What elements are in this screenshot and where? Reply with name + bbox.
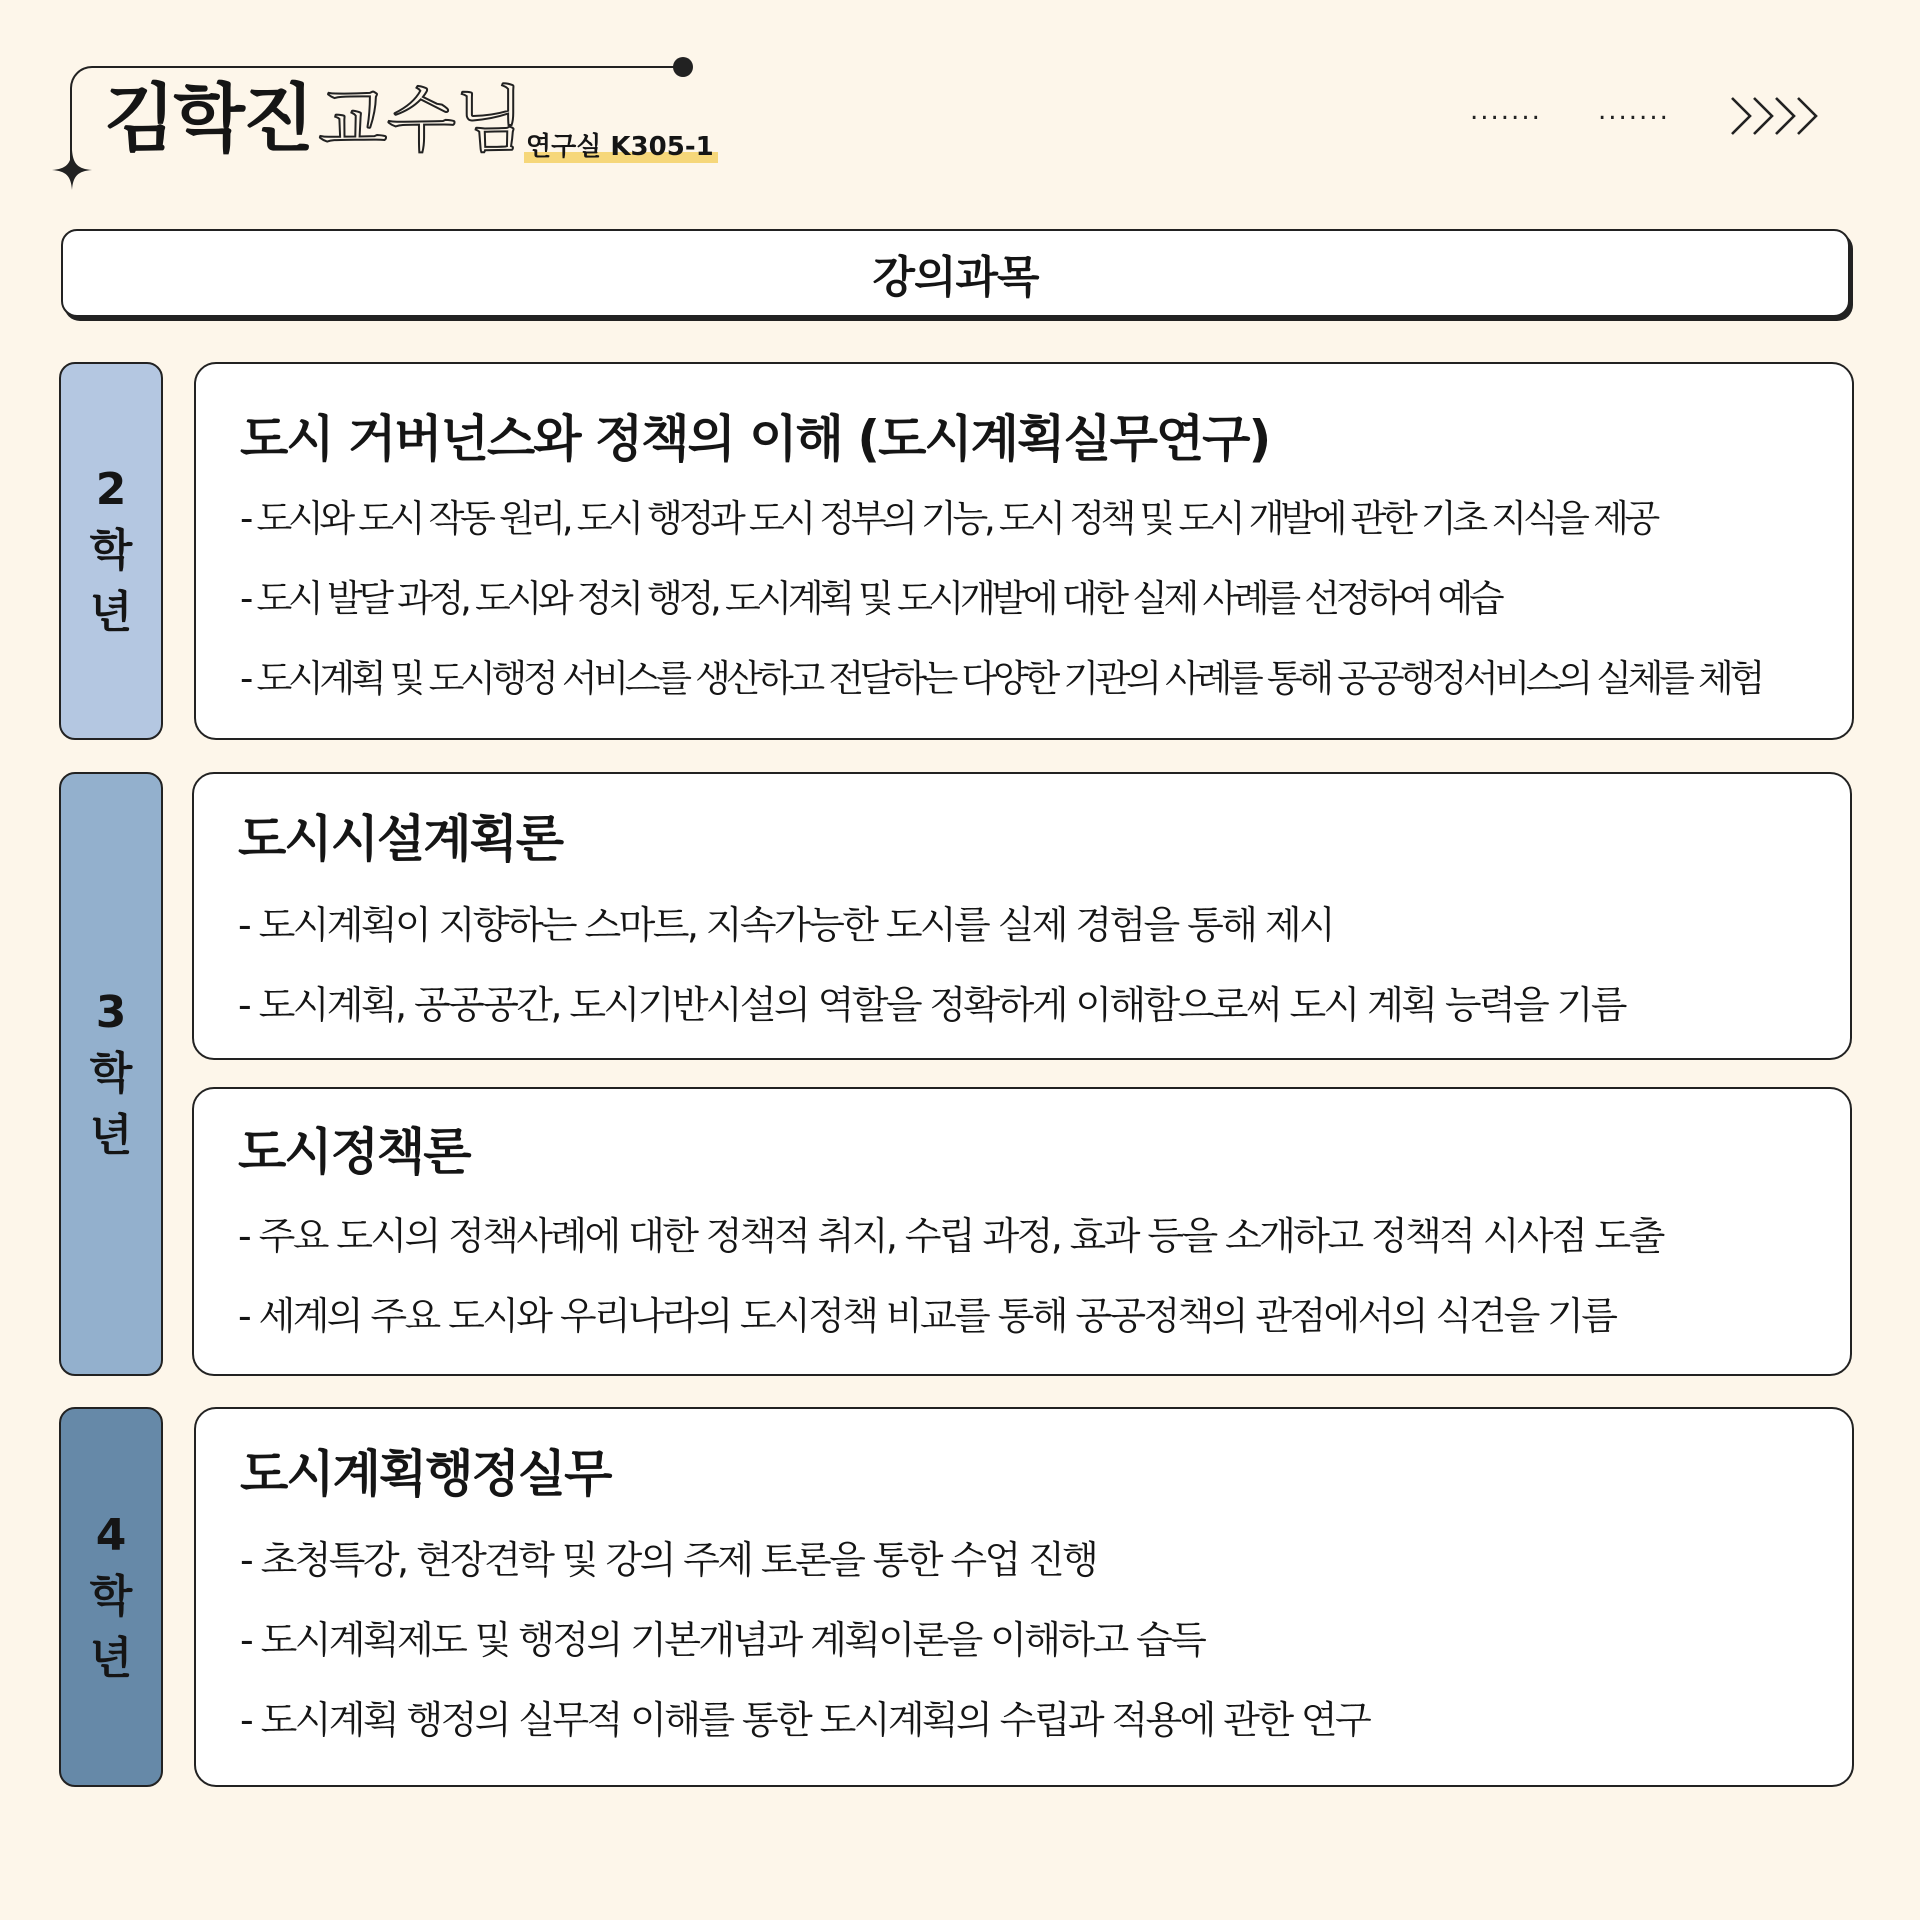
sparkle-icon bbox=[52, 150, 92, 190]
course-title: 도시시설계획론 bbox=[238, 810, 563, 868]
year-char: 년 bbox=[89, 1632, 133, 1684]
course-card bbox=[192, 1087, 1852, 1376]
course-title: 도시계획행정실무 bbox=[240, 1445, 611, 1503]
year-tab-4 bbox=[59, 1407, 163, 1787]
year-tab-3 bbox=[59, 772, 163, 1376]
chevrons-icon bbox=[1728, 94, 1820, 138]
course-description-line: - 도시계획 및 도시행정 서비스를 생산하고 전달하는 다양한 기관의 사례를 통해 공공행정서비스의 실체를 체험 bbox=[240, 657, 1761, 700]
year-char: 년 bbox=[89, 586, 133, 638]
office-label: 연구실 K305-1 bbox=[524, 134, 718, 163]
year-char: 학 bbox=[89, 525, 133, 577]
course-description-line: - 도시계획 행정의 실무적 이해를 통한 도시계획의 수립과 적용에 관한 연구 bbox=[240, 1698, 1370, 1742]
year-char: 학 bbox=[89, 1571, 133, 1623]
course-description-line: - 도시계획, 공공공간, 도시기반시설의 역할을 정확하게 이해함으로써 도시 계획 능력을 기름 bbox=[238, 983, 1625, 1027]
course-title: 도시 거버넌스와 정책의 이해 (도시계획실무연구) bbox=[240, 410, 1270, 468]
year-number: 2 bbox=[95, 463, 127, 515]
course-card bbox=[194, 362, 1854, 740]
section-title bbox=[61, 229, 1850, 317]
decorative-dots-right: ....... bbox=[1598, 96, 1670, 126]
course-description-line: - 초청특강, 현장견학 및 강의 주제 토론을 통한 수업 진행 bbox=[240, 1538, 1097, 1582]
professor-name: 김학진 bbox=[104, 76, 313, 162]
year-number: 3 bbox=[95, 986, 127, 1038]
year-tab-2 bbox=[59, 362, 163, 740]
year-char: 학 bbox=[89, 1048, 133, 1100]
course-card bbox=[194, 1407, 1854, 1787]
course-description-line: - 주요 도시의 정책사례에 대한 정책적 취지, 수립 과정, 효과 등을 소개하고 정책적 시사점 도출 bbox=[238, 1214, 1663, 1258]
header-frame-dot bbox=[673, 57, 693, 77]
course-card bbox=[192, 772, 1852, 1060]
course-title: 도시정책론 bbox=[238, 1123, 470, 1181]
course-description-line: - 도시계획제도 및 행정의 기본개념과 계획이론을 이해하고 습득 bbox=[240, 1618, 1205, 1662]
course-description-line: - 세계의 주요 도시와 우리나라의 도시정책 비교를 통해 공공정책의 관점에서의 식견을 기름 bbox=[238, 1294, 1616, 1338]
year-char: 년 bbox=[89, 1109, 133, 1161]
year-number: 4 bbox=[95, 1509, 127, 1561]
course-description-line: - 도시와 도시 작동 원리, 도시 행정과 도시 정부의 기능, 도시 정책 및 도시 개발에 관한 기초 지식을 제공 bbox=[240, 497, 1656, 540]
course-description-line: - 도시계획이 지향하는 스마트, 지속가능한 도시를 실제 경험을 통해 제시 bbox=[238, 903, 1334, 947]
decorative-dots-left: ....... bbox=[1470, 96, 1542, 126]
course-description-line: - 도시 발달 과정, 도시와 정치 행정, 도시계획 및 도시개발에 대한 실제 사례를 선정하여 예습 bbox=[240, 577, 1501, 620]
professor-title: 교수님 bbox=[318, 78, 524, 162]
section-title-text: 강의과목 bbox=[872, 252, 1039, 303]
